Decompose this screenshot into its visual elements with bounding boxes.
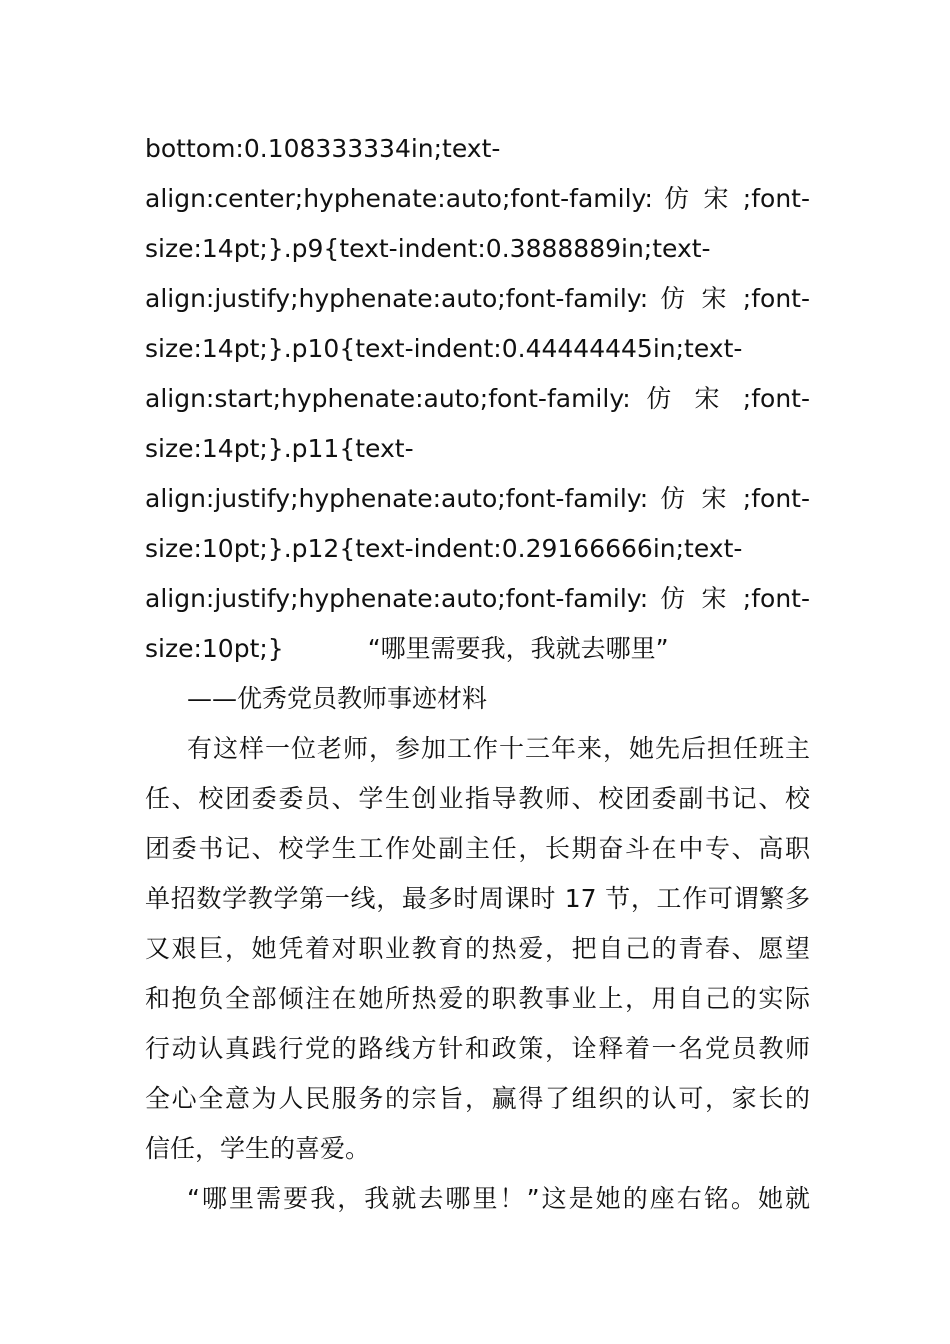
title-line <box>145 631 810 667</box>
css-residue-line: size:10pt;}.p12{text-indent:0.29166666in;text- <box>145 534 743 563</box>
paragraph-line: 行动认真践行党的路线方针和政策，诠释着一名党员教师 <box>145 1034 810 1063</box>
paragraph-line: 又艰巨，她凭着对职业教育的热爱，把自己的青春、愿望 <box>145 934 810 963</box>
css-residue-line: size:10pt;} <box>145 634 284 663</box>
css-residue-line: size:14pt;}.p11{text- <box>145 434 414 463</box>
paragraph-line: 单招数学教学第一线，最多时周课时 17 节，工作可谓繁多 <box>145 884 810 913</box>
paragraph-line: 有这样一位老师，参加工作十三年来，她先后担任班主 <box>187 734 810 763</box>
css-residue-line: size:14pt;}.p9{text-indent:0.3888889in;text- <box>145 234 711 263</box>
css-residue-line: align:justify;hyphenate:auto;font-family: 仿 宋 ;font- <box>145 584 810 613</box>
paragraph-line: 全心全意为人民服务的宗旨，赢得了组织的认可，家长的 <box>145 1084 810 1113</box>
css-residue-line: bottom:0.108333334in;text- <box>145 134 501 163</box>
css-residue-line: size:14pt;}.p10{text-indent:0.44444445in;text- <box>145 334 743 363</box>
document-title: “哪里需要我，我就去哪里” <box>367 634 669 663</box>
paragraph-line: 信任，学生的喜爱。 <box>145 1134 371 1163</box>
css-residue-line: align:justify;hyphenate:auto;font-family: 仿 宋 ;font- <box>145 484 810 513</box>
paragraph-line: 任、校团委委员、学生创业指导教师、校团委副书记、校 <box>145 784 810 813</box>
paragraph-line: 团委书记、校学生工作处副主任，长期奋斗在中专、高职 <box>145 834 810 863</box>
css-residue-line: align:start;hyphenate:auto;font-family: 仿 宋 ;font- <box>145 384 810 413</box>
css-residue-line: align:justify;hyphenate:auto;font-family: 仿 宋 ;font- <box>145 284 810 313</box>
paragraph-line: 和抱负全部倾注在她所热爱的职教事业上，用自己的实际 <box>145 984 810 1013</box>
paragraph-line: “哪里需要我，我就去哪里！”这是她的座右铭。她就 <box>187 1184 810 1213</box>
document-subtitle: ——优秀党员教师事迹材料 <box>187 684 488 713</box>
css-residue-line: align:center;hyphenate:auto;font-family: 仿 宋 ;font- <box>145 184 810 213</box>
